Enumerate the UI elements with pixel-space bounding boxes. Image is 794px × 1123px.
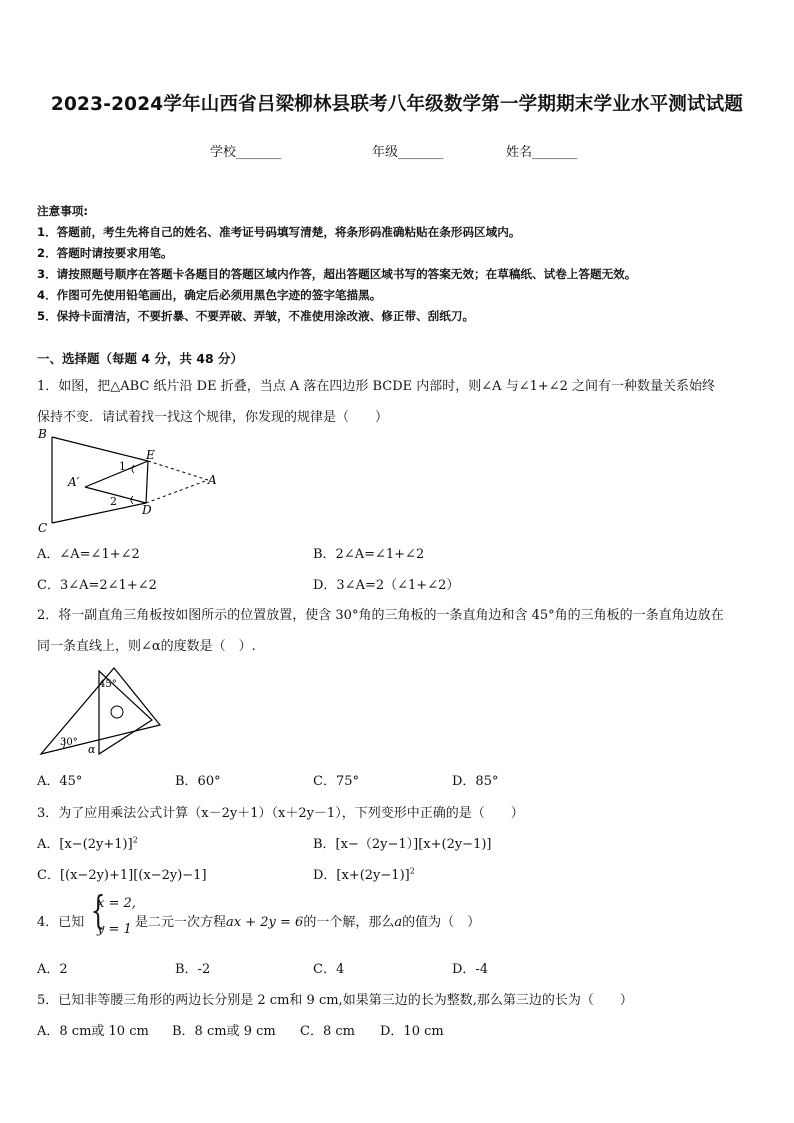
question-2-text: 同一条直线上，则∠α的度数是（ ）. (37, 639, 256, 654)
question-3-text: 3．为了应用乘法公式计算（x－2y＋1）（x＋2y－1），下列变形中正确的是（ ） (37, 806, 524, 821)
angle-30-label: 30° (60, 737, 78, 748)
q4-option-c[interactable]: C．4 (313, 962, 345, 977)
question-1-figure (30, 425, 230, 535)
note-item: 3．请按照题号顺序在答题卡各题目的答题区域内作答，超出答题区域书写的答案无效；在草稿纸、试卷上答题无效。 (37, 267, 637, 281)
system-eq-1: x = 2, (97, 896, 136, 911)
q4-option-d[interactable]: D．-4 (452, 962, 489, 977)
exam-title: 2023-2024学年山西省吕梁柳林县联考八年级数学第一学期期末学业水平测试试题 (50, 94, 744, 115)
grade-field: 年级_______ (372, 145, 444, 160)
note-item: 2．答题时请按要求用笔。 (37, 246, 173, 260)
question-4-prefix: 4．已知 (37, 915, 85, 930)
q2-option-c[interactable]: C．75° (313, 774, 359, 789)
q5-option-d[interactable]: D．10 cm (380, 1024, 444, 1039)
notes-heading: 注意事项: (37, 204, 89, 218)
question-2-figure (38, 665, 163, 760)
question-4-variable: a (394, 915, 403, 930)
q3-option-d-exponent: 2 (409, 866, 415, 876)
q3-option-a-exponent: 2 (132, 835, 138, 845)
q4-option-b[interactable]: B．-2 (175, 962, 211, 977)
angle-alpha-label: α (88, 743, 96, 756)
question-4-equation: ax + 2y = 6 (226, 915, 304, 930)
q5-option-c[interactable]: C．8 cm (300, 1024, 355, 1039)
vertex-a-prime-label: A′ (68, 475, 80, 489)
note-item: 1．答题前，考生先将自己的姓名、准考证号码填写清楚，将条形码准确粘贴在条形码区域内。 (37, 225, 521, 239)
system-brace: { (90, 888, 106, 932)
q5-option-b[interactable]: B．8 cm或 9 cm (172, 1024, 276, 1039)
angle-45-label: 45° (99, 679, 117, 690)
question-4-body (135, 911, 480, 930)
question-1-text: 1．如图，把△ABC 纸片沿 DE 折叠，当点 A 落在四边形 BCDE 内部时，则∠A 与∠1+∠2 之间有一种数量关系始终 (37, 379, 716, 394)
q1-option-c[interactable]: C．3∠A=2∠1+∠2 (37, 578, 157, 593)
q3-option-a[interactable] (37, 833, 138, 852)
q3-option-a-text: A．[x−(2y+1)] (37, 837, 133, 852)
question-4-mid2: 的一个解，那么 (303, 915, 395, 930)
name-field: 姓名_______ (506, 145, 578, 160)
angle-2-label: 2 (110, 495, 117, 508)
question-4-suffix: 的值为（ ） (402, 915, 481, 930)
vertex-d-label: D (142, 503, 152, 517)
vertex-b-label: B (38, 427, 47, 441)
vertex-a-label: A (208, 473, 217, 487)
note-item: 5．保持卡面清洁，不要折暴、不要弄破、弄皱，不准使用涂改液、修正带、刮纸刀。 (37, 309, 475, 323)
q2-option-d[interactable]: D．85° (452, 774, 499, 789)
question-5-text: 5．已知非等腰三角形的两边长分别是 2 cm和 9 cm,如果第三边的长为整数,那么第三边的长为（ ） (37, 993, 633, 1008)
q5-option-a[interactable]: A．8 cm或 10 cm (37, 1024, 149, 1039)
q2-option-b[interactable]: B．60° (175, 774, 221, 789)
system-eq-2: y = 1 (97, 922, 132, 937)
question-4-mid: 是二元一次方程 (135, 915, 227, 930)
note-item: 4．作图可先使用铅笔画出，确定后必须用黑色字迹的签字笔描黑。 (37, 288, 382, 302)
q1-option-d[interactable]: D．3∠A=2（∠1+∠2） (313, 578, 460, 593)
q3-option-c[interactable]: C．[(x−2y)+1][(x−2y)−1] (37, 868, 207, 883)
question-2-text: 2．将一副直角三角板按如图所示的位置放置，使含 30°角的三角板的一条直角边和含 45°角的三角板的一条直角边放在 (37, 608, 724, 623)
question-1-text: 保持不变．请试着找一找这个规律，你发现的规律是（ ） (37, 410, 389, 425)
q3-option-d[interactable] (313, 864, 415, 883)
vertex-e-label: E (146, 448, 155, 462)
q2-option-a[interactable]: A．45° (37, 774, 83, 789)
q3-option-b[interactable]: B．[x−（2y−1）][x+(2y−1)] (313, 837, 492, 852)
q1-option-a[interactable]: A．∠A=∠1+∠2 (37, 547, 140, 562)
angle-1-label: 1 (119, 460, 126, 473)
q1-option-b[interactable]: B．2∠A=∠1+∠2 (313, 547, 425, 562)
school-field: 学校_______ (210, 145, 282, 160)
q4-option-a[interactable]: A．2 (37, 962, 68, 977)
vertex-c-label: C (38, 521, 48, 535)
q3-option-d-text: D．[x+(2y−1)] (313, 868, 410, 883)
section-heading: 一、选择题（每题 4 分，共 48 分） (37, 351, 244, 366)
